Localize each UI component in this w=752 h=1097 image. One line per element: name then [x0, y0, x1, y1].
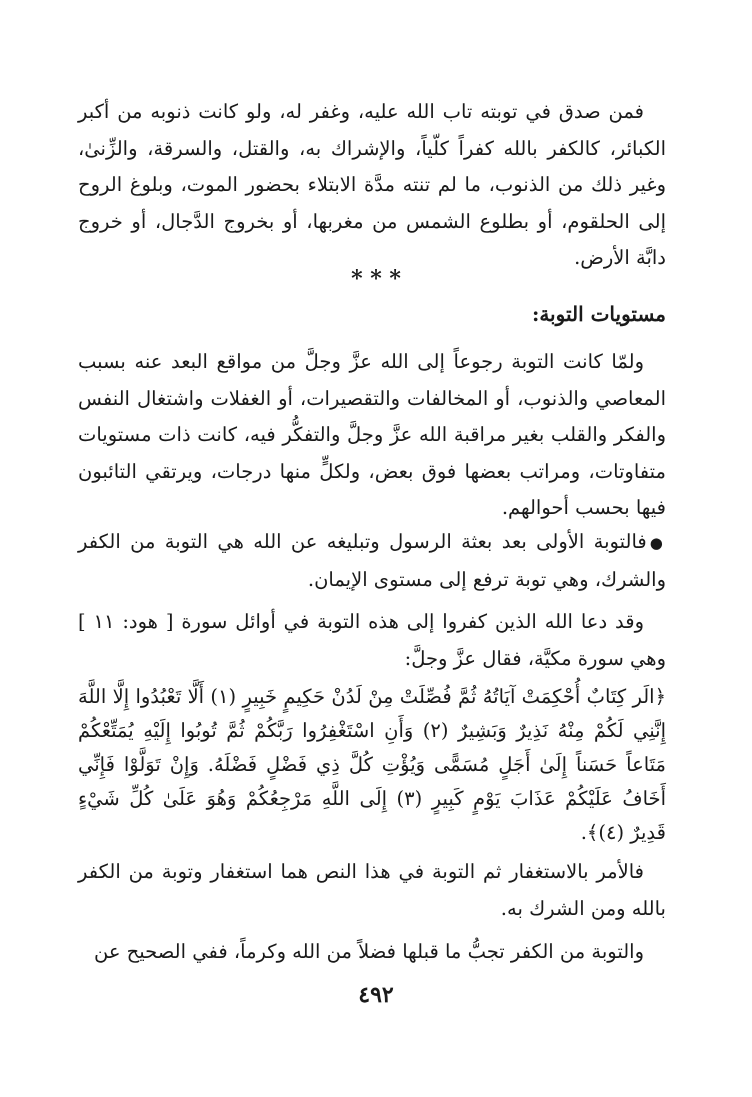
paragraph-text: ولمّا كانت التوبة رجوعاً إلى الله عزَّ وجلَّ من مواقع البعد عنه بسبب المعاصي والذنوب، أو المخالفات والتقصيرات، أو الغفلات واشتغال النفس والفكر والقلب بغير مراقبة الله عزَّ وجلَّ والتفكُّر فيه، كانت ذات مستويات متفاوتات، ومراتب بعضها فوق بعض، ولكلٍّ منها درجات، ويرتقي التائبون فيها بحسب أحوالهم.	[78, 350, 666, 519]
section-heading: مستويات التوبة:	[531, 302, 666, 326]
section-separator: * * *	[351, 266, 401, 292]
quran-verse: ﴿الَر كِتَابٌ أُحْكِمَتْ آيَاتُهُ ثُمَّ فُصِّلَتْ مِنْ لَدُنْ حَكِيمٍ خَبِيرٍ (١) أَلَّا تَعْبُدُوا إِلَّا اللَّهَ إِنَّنِي لَكُمْ مِنْهُ نَذِيرٌ وَبَشِيرٌ (٢) وَأَنِ اسْتَغْفِرُوا رَبَّكُمْ ثُمَّ تُوبُوا إِلَيْهِ يُمَتِّعْكُمْ مَتَاعاً حَسَناً إِلَىٰ أَجَلٍ مُسَمًّى وَيُؤْتِ كُلَّ ذِي فَضْلٍ فَضْلَهُ. وَإِنْ تَوَلَّوْا فَإِنِّي أَخَافُ عَلَيْكُمْ عَذَابَ يَوْمٍ كَبِيرٍ (٣) إِلَى اللَّهِ مَرْجِعُكُمْ وَهُوَ عَلَىٰ كُلِّ شَيْءٍ قَدِيرٌ (٤)﴾.	[78, 685, 666, 844]
bullet-icon: ●	[649, 534, 666, 552]
paragraph-text: فمن صدق في توبته تاب الله عليه، وغفر له، ولو كانت ذنوبه من أكبر الكبائر، كالكفر بالله كفراً كلّياً، والإشراك به، والقتل، والسرقة، والزِّنىٰ، وغير ذلك من الذنوب، ما لم تنته مدَّة الابتلاء بحضور الموت، وبلوغ الروح إلى الحلقوم، أو بطلوع الشمس من مغربها، أو بخروج الدَّجال، أو خروج دابَّة الأرض.	[78, 100, 666, 269]
paragraph-text: وقد دعا الله الذين كفروا إلى هذه التوبة في أوائل سورة [ هود: ١١ ] وهي سورة مكيَّة، فقال عزَّ وجلَّ:	[78, 610, 666, 670]
paragraph-text: فالتوبة الأولى بعد بعثة الرسول وتبليغه عن الله هي التوبة من الكفر والشرك، وهي توبة ترفع إلى مستوى الإيمان.	[78, 530, 666, 591]
paragraph-surah-hud-intro	[78, 604, 666, 677]
paragraph-repentance-acceptance	[78, 94, 666, 277]
paragraph-text: والتوبة من الكفر تجبُّ ما قبلها فضلاً من الله وكرماً، ففي الصحيح عن	[94, 940, 644, 963]
paragraph-first-repentance	[78, 524, 666, 598]
paragraph-istighfar	[78, 854, 666, 927]
paragraph-repentance-erases	[78, 934, 666, 971]
paragraph-text: فالأمر بالاستغفار ثم التوبة في هذا النص هما استغفار وتوبة من الكفر بالله ومن الشرك به.	[78, 860, 666, 920]
page-number: ٤٩٢	[358, 982, 394, 1008]
paragraph-levels-intro	[78, 344, 666, 527]
